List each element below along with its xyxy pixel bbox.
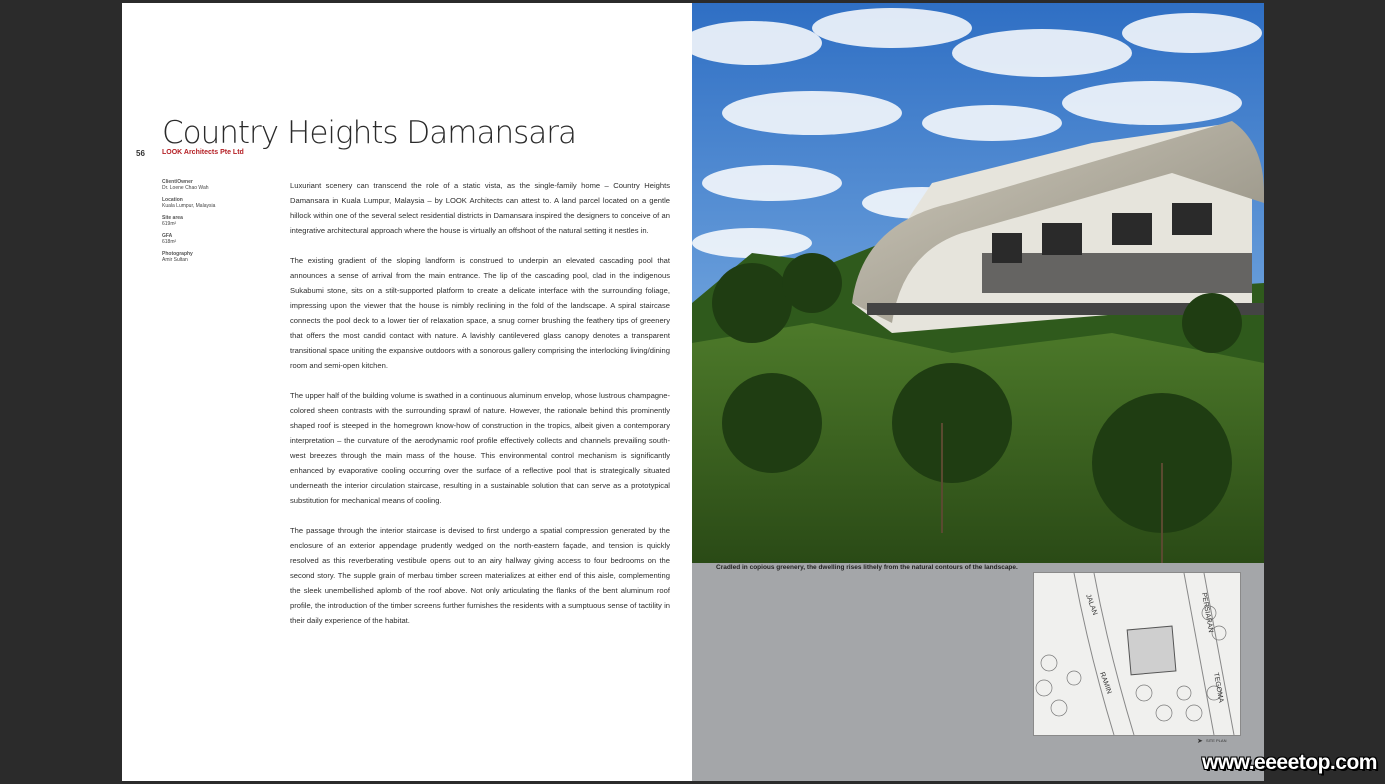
- paragraph: Luxuriant scenery can transcend the role of a static vista, as the single-family home – Country Heights Damansara in Kuala Lumpur, Malaysia – by LOOK Architects can attest to. A land parcel located on a gentle hillock within one of the several select residential districts in Damansara inspired the designers to conceive of an integrative architectural approach where the house is virtually an offshoot of the natural setting it nestles in.: [290, 181, 670, 235]
- architect-name: LOOK Architects Pte Ltd: [162, 149, 244, 156]
- left-page: [122, 3, 692, 781]
- project-meta: [162, 179, 262, 269]
- watermark: www.eeeetop.com: [1202, 751, 1377, 774]
- meta-gfa: GFA 618m²: [162, 233, 177, 245]
- page-title: Country Heights Damansara: [162, 115, 577, 151]
- street-label: TEGOMA: [1212, 672, 1225, 704]
- meta-site-area: Site area 619m²: [162, 215, 183, 227]
- site-plan-label: SITE PLAN: [1206, 738, 1227, 743]
- street-label: PERSIARAN: [1200, 592, 1214, 634]
- paragraph: The upper half of the building volume is swathed in a continuous aluminum envelop, whose lustrous champagne-colored sheen contrasts with the surrounding sprawl of nature. However, the rationale behind this prominently shaped roof is steeped in the homegrown know-how of construction in the tropics, albeit given a contemporary interpretation – the curvature of the aerodynamic roof profile effectively collects and channels prevailing south-west breezes through the main mass of the house. This environmental control mechanism is significantly enhanced by evaporative cooling occurring over the surface of a reflective pool that is strategically situated underneath the interior circulation staircase, resulting in a sustainable solution that can serve as a prototypical substitution for mechanical means of cooling.: [290, 391, 670, 505]
- north-arrow-icon: ➤: [1197, 738, 1203, 745]
- meta-location: Location Kuala Lumpur, Malaysia: [162, 197, 216, 209]
- photo-caption: Cradled in copious greenery, the dwelling rises lithely from the natural contours of the landscape.: [716, 564, 1018, 571]
- street-label: JALAN: [1084, 593, 1099, 617]
- street-label: RAMIN: [1098, 671, 1113, 695]
- house-photo-drawing: [692, 3, 1264, 563]
- site-plan-drawing: [1034, 573, 1240, 735]
- meta-photography: Photography Amir Sultan: [162, 251, 193, 263]
- site-plan: [1033, 572, 1241, 736]
- paragraph: The existing gradient of the sloping landform is construed to underpin an elevated cascading pool that announces a sense of arrival from the main entrance. The lip of the cascading pool, clad in the indigenous Sukabumi stone, sits on a stilt-supported platform to create a delicate interface with the surrounding foliage, impressing upon the viewer that the house is nimbly reclining in the fold of the landscape. A spiral staircase connects the pool deck to a lower tier of relaxation space, a snug corner brushing the feathery tips of greenery that offers the most candid contact with nature. A lavishly cantilevered glass canopy denotes a transparent transitional space uniting the expansive outdoors with a sonorous gallery comprising the interlocking living/dining room and semi-open kitchen.: [290, 256, 670, 370]
- paragraph: The passage through the interior staircase is devised to first undergo a spatial compression generated by the enclosure of an exterior appendage prudently wedged on the north-eastern façade, and tension is quickly resolved as this reverberating vestibule opens out to an airy hallway giving access to four bedrooms on the second story. The supple grain of merbau timber screen materializes at either end of this aisle, complementing the sleek unembellished aplomb of the roof above. Not only articulating the flanks of the bent aluminum roof profile, the introduction of the timber screens further furnishes the residents with a sumptuous sense of tactility in their daily experience of the habitat.: [290, 526, 670, 625]
- book-spread: [122, 3, 1264, 781]
- page-number: 56: [136, 149, 145, 158]
- article-body: [290, 178, 670, 643]
- right-page: [692, 3, 1264, 781]
- meta-client: Client/Owner Dr. Loene Chao Wah: [162, 179, 209, 191]
- house-photo: [692, 3, 1264, 563]
